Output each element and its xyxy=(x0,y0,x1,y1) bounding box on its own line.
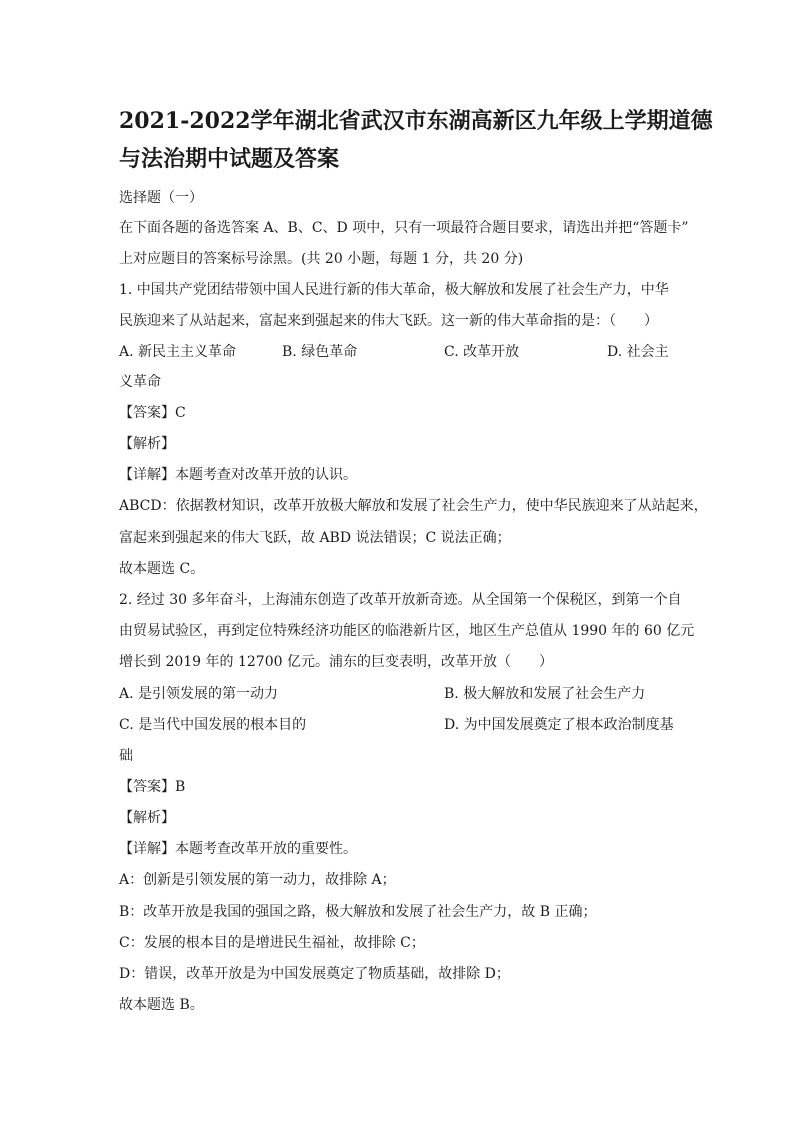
q1-option-c: C. 改革开放 xyxy=(444,344,520,360)
q2-explain-a: A：创新是引领发展的第一动力，故排除 A； xyxy=(119,872,396,888)
q2-stem-line-3: 增长到 2019 年的 12700 亿元。浦东的巨变表明，改革开放（ ） xyxy=(119,654,553,670)
q1-answer-label: 【答案】 xyxy=(119,405,175,421)
q2-detail xyxy=(119,839,357,859)
q2-option-d: D. 为中国发展奠定了根本政治制度基 xyxy=(444,717,674,733)
q2-stem-line-2: 由贸易试验区，再到定位特殊经济功能区的临港新片区，地区生产总值从 1990 年的 60 亿元 xyxy=(119,623,695,639)
q2-explain-d: D：错误，改革开放是为中国发展奠定了物质基础，故排除 D； xyxy=(119,966,510,982)
q1-analysis-label: 【解析】 xyxy=(119,436,175,452)
q2-detail-text: 本题考查改革开放的重要性。 xyxy=(175,841,357,857)
q1-conclusion: 故本题选 C。 xyxy=(119,561,205,577)
q2-option-b: B. 极大解放和发展了社会生产力 xyxy=(444,686,646,702)
q1-explain-line-1: ABCD：依据教材知识，改革开放极大解放和发展了社会生产力，使中华民族迎来了从站起来， xyxy=(119,498,708,514)
q1-detail xyxy=(119,465,357,485)
section-heading: 选择题（一） xyxy=(119,190,203,206)
q1-option-a: A. 新民主主义革命 xyxy=(119,344,237,360)
q2-conclusion: 故本题选 B。 xyxy=(119,997,204,1013)
q2-option-a: A. 是引领发展的第一动力 xyxy=(119,686,279,702)
instructions-line-1: 在下面各题的备选答案 A、B、C、D 项中，只有一项最符合题目要求，请选出并把“答题卡” xyxy=(119,220,689,236)
document-title-line-1: 2021-2022学年湖北省武汉市东湖高新区九年级上学期道德 xyxy=(119,108,713,134)
q2-answer-label: 【答案】 xyxy=(119,779,175,795)
q1-detail-text: 本题考查对改革开放的认识。 xyxy=(175,467,357,483)
q2-answer-value: B xyxy=(175,779,186,795)
q1-option-d: D. 社会主 xyxy=(607,344,669,360)
q2-answer xyxy=(119,777,185,797)
q2-explain-b: B：改革开放是我国的强国之路，极大解放和发展了社会生产力，故 B 正确； xyxy=(119,904,597,920)
q1-stem-line-2: 民族迎来了从站起来，富起来到强起来的伟大飞跃。这一新的伟大革命指的是：（ ） xyxy=(119,313,658,329)
q2-option-d-continued: 础 xyxy=(119,748,133,764)
q2-option-c: C. 是当代中国发展的根本目的 xyxy=(119,717,307,733)
q1-stem-line-1: 1. 中国共产党团结带领中国人民进行新的伟大革命，极大解放和发展了社会生产力，中华 xyxy=(119,282,669,298)
q2-stem-line-1: 2. 经过 30 多年奋斗，上海浦东创造了改革开放新奇迹。从全国第一个保税区，到第一个自 xyxy=(119,592,682,608)
q1-explain-line-2: 富起来到强起来的伟大飞跃，故 ABD 说法错误；C 说法正确； xyxy=(119,530,511,546)
q1-option-b: B. 绿色革命 xyxy=(282,344,358,360)
q1-detail-label: 【详解】 xyxy=(119,467,175,483)
q2-analysis-label: 【解析】 xyxy=(119,810,175,826)
q1-answer-value: C xyxy=(175,405,186,421)
q1-option-d-continued: 义革命 xyxy=(119,374,161,390)
document-title-line-2: 与法治期中试题及答案 xyxy=(119,146,340,172)
q1-answer xyxy=(119,403,186,423)
instructions-line-2: 上对应题目的答案标号涂黑。(共 20 小题，每题 1 分，共 20 分) xyxy=(119,251,524,267)
q2-detail-label: 【详解】 xyxy=(119,841,175,857)
q2-explain-c: C：发展的根本目的是增进民生福祉，故排除 C； xyxy=(119,935,425,951)
